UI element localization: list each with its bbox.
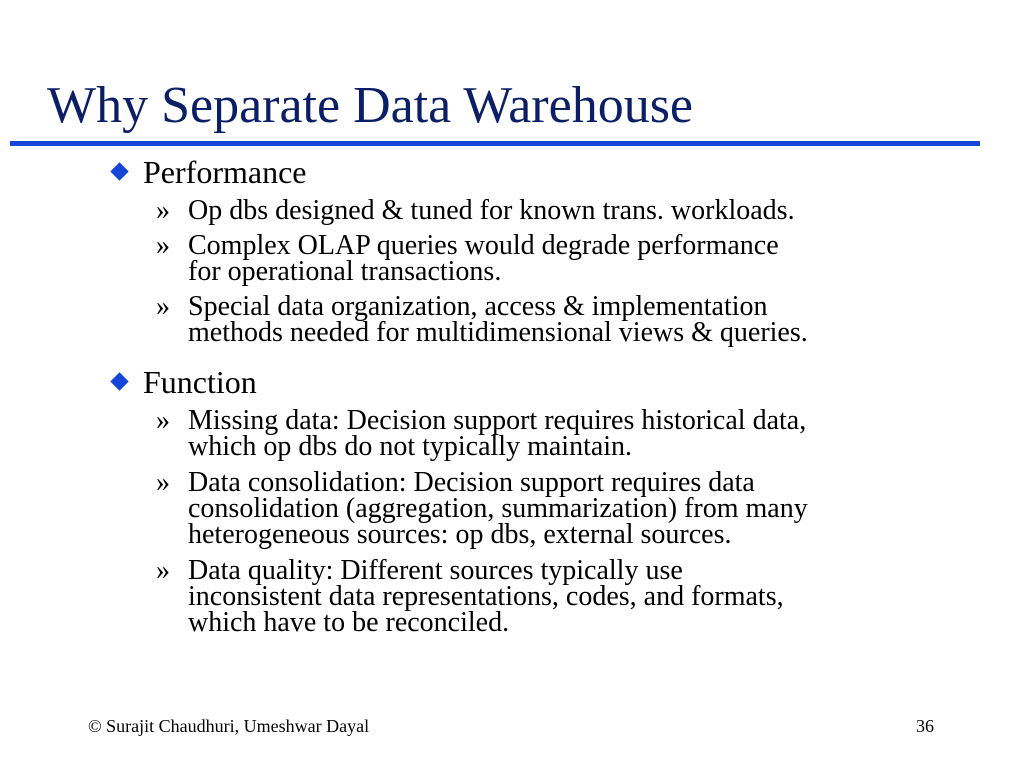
sub-bullet-text: Data consolidation: Decision support requires data xyxy=(188,467,755,498)
sub-bullet-text: Op dbs designed & tuned for known trans. workloads. xyxy=(188,195,795,226)
sub-bullet xyxy=(156,467,996,550)
sub-bullet xyxy=(156,291,996,348)
sub-bullet-marker: » xyxy=(156,195,170,226)
diamond-bullet-icon xyxy=(110,162,128,180)
title-underline xyxy=(10,141,980,146)
sub-bullet-text: inconsistent data representations, codes, and formats, xyxy=(188,581,784,612)
sub-bullet xyxy=(156,230,996,287)
sub-bullet xyxy=(156,195,996,226)
sub-bullet-text: Data quality: Different sources typically use xyxy=(188,555,683,586)
page-number: 36 xyxy=(916,716,934,736)
sub-bullet-text: which have to be reconciled. xyxy=(188,607,510,638)
sub-bullet-text: methods needed for multidimensional views & queries. xyxy=(188,317,808,348)
bullet-heading: Function xyxy=(143,364,257,400)
sub-bullet-text: for operational transactions. xyxy=(188,256,502,287)
sub-bullet-text: consolidation (aggregation, summarization) from many xyxy=(188,493,808,524)
sub-bullet xyxy=(156,405,996,462)
bullet-heading: Performance xyxy=(143,154,307,190)
footer-copyright: © Surajit Chaudhuri, Umeshwar Dayal xyxy=(88,716,370,736)
sub-bullet-marker: » xyxy=(156,405,170,436)
sub-bullet-text: Complex OLAP queries would degrade performance xyxy=(188,230,779,261)
sub-bullet-text: Missing data: Decision support requires historical data, xyxy=(188,405,807,436)
sub-bullet-marker: » xyxy=(156,291,170,322)
sub-bullet xyxy=(156,555,996,638)
sub-bullet-text: Special data organization, access & implementation xyxy=(188,291,768,322)
sub-bullet-text: which op dbs do not typically maintain. xyxy=(188,431,633,462)
slide-title: Why Separate Data Warehouse xyxy=(47,77,694,134)
sub-bullet-marker: » xyxy=(156,555,170,586)
sub-bullet-marker: » xyxy=(156,467,170,498)
diamond-bullet-icon xyxy=(110,372,128,390)
sub-bullet-marker: » xyxy=(156,230,170,261)
sub-bullet-text: heterogeneous sources: op dbs, external sources. xyxy=(188,519,732,550)
